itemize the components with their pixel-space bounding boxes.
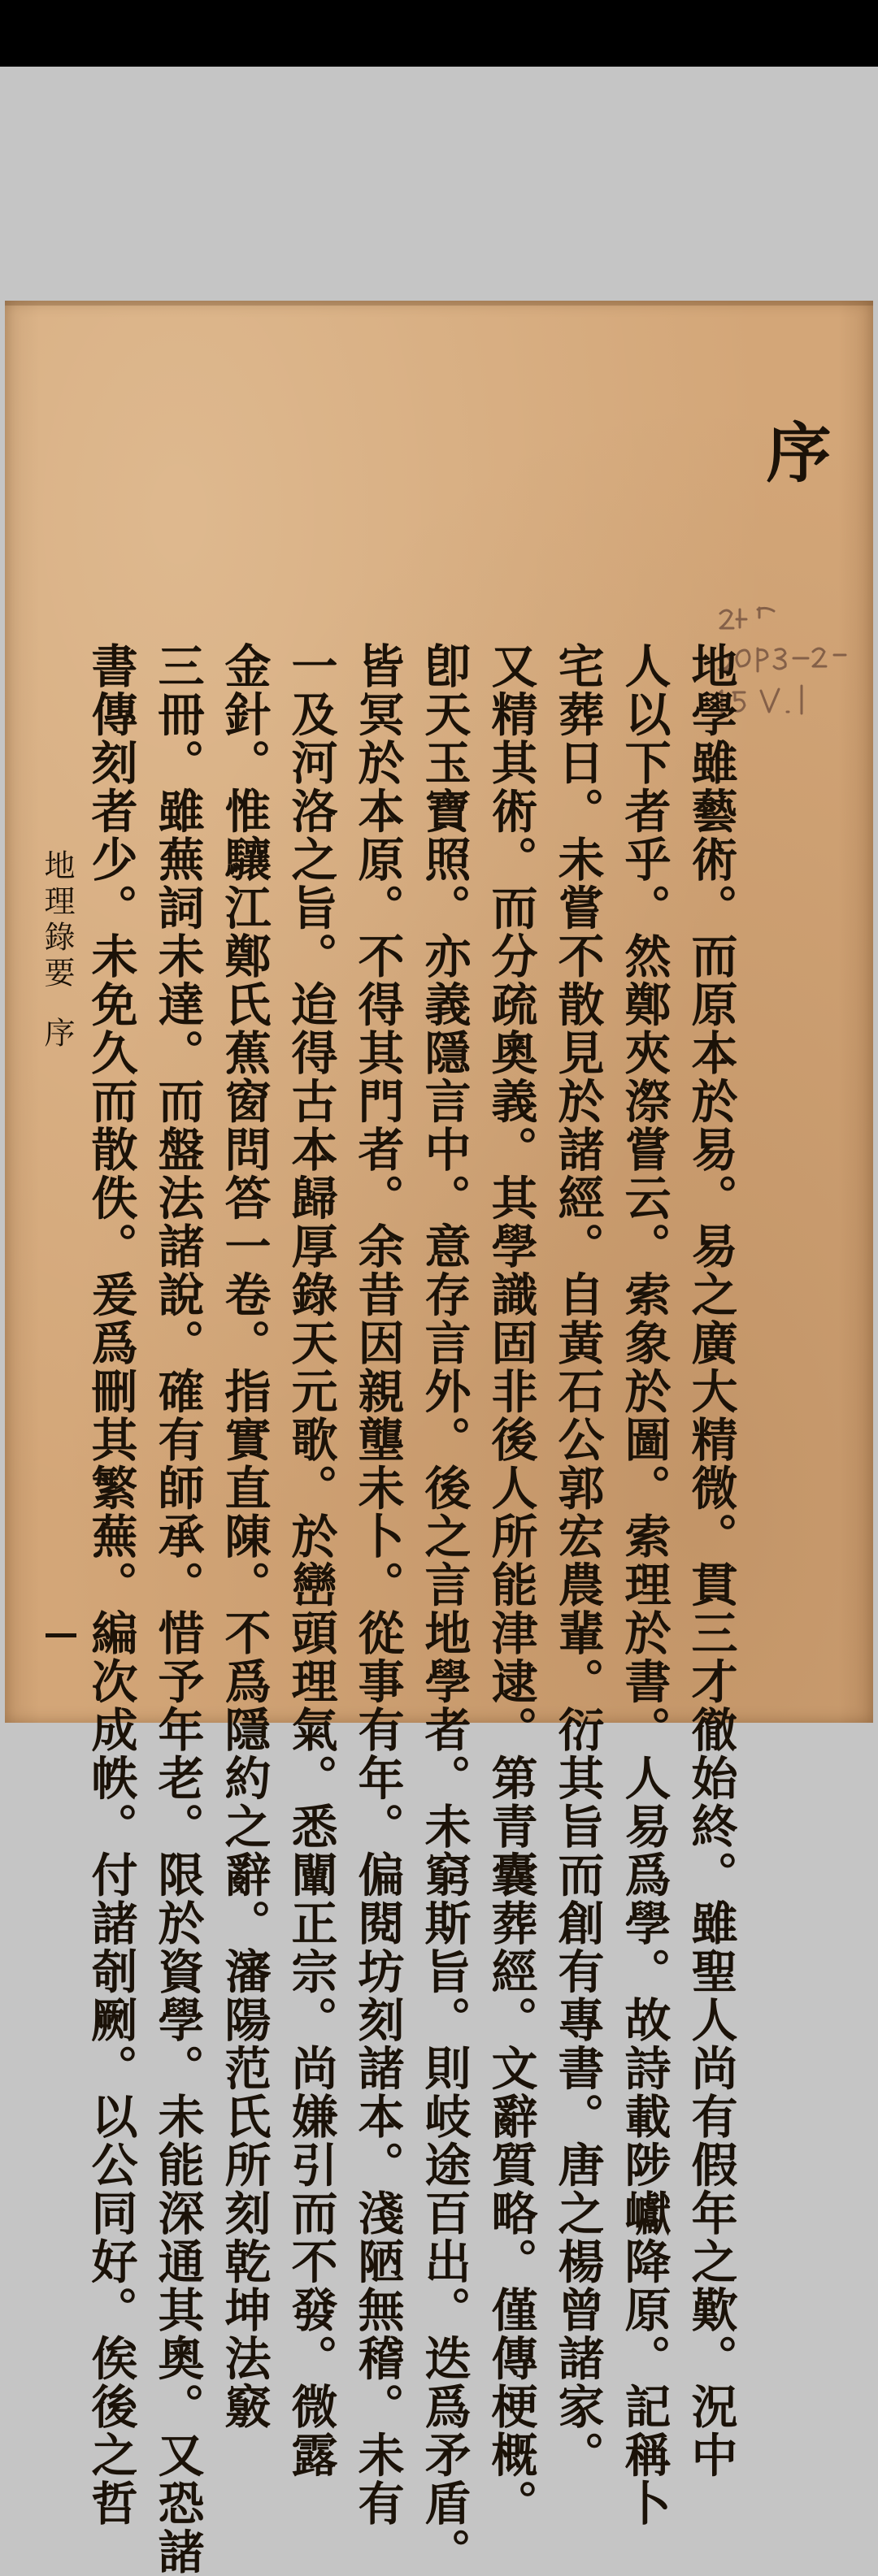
- text-column-9: 三冊。雖蕪詞未達。而盤法諸說。確有師承。惜予年老。限於資學。未能深通其奧。又恐諸: [150, 642, 205, 2576]
- footer-running-title: [39, 849, 75, 1052]
- text-column-10: 書傳刻者少。未免久而散佚。爰爲刪其繁蕪。編次成帙。付諸剞劂。以公同好。俟後之哲: [84, 642, 138, 2528]
- text-column-8: 金針。惟驤江鄭氏蕉窗問答一卷。指實直陳。不爲隱約之辭。瀋陽范氏所刻乾坤法竅: [217, 642, 272, 2431]
- text-column-5: 卽天玉寶照。亦義隱言中。意存言外。後之言地學者。未窮斯旨。則岐途百出。迭爲矛盾。: [417, 642, 472, 2576]
- text-column-6: 皆冥於本原。不得其門者。余昔因親壟未卜。從事有年。偏閱坊刻諸本。淺陋無稽。未有: [350, 642, 405, 2528]
- footer-book-title: 地理錄要: [39, 849, 75, 992]
- status-bar: [0, 0, 878, 67]
- text-column-2: 人以下者乎。然鄭夾漈嘗云。索象於圖。索理於書。人易爲學。故詩載陟巘降原。記稱卜: [617, 642, 672, 2528]
- document-page: [5, 301, 873, 2576]
- page-number: [46, 1633, 76, 1637]
- footer-section: 序: [39, 1017, 75, 1052]
- text-column-7: 一及河洛之旨。迨得古本歸厚錄天元歌。於巒頭理氣。悉闡正宗。尚嫌引而不發。微露: [284, 642, 338, 2479]
- text-column-4: 又精其術。而分疏奧義。其學識固非後人所能津逮。第青囊葬經。文辭質略。僅傳梗概。: [484, 642, 538, 2528]
- page-title: 序: [755, 418, 832, 484]
- text-column-3: 宅葬日。未嘗不散見於諸經。自黃石公郭宏農輩。衍其旨而創有專書。唐之楊曾諸家。: [550, 642, 605, 2479]
- text-column-1: 地學雖藝術。而原本於易。易之廣大精微。貫三才徹始終。雖聖人尚有假年之歎。況中: [684, 642, 738, 2479]
